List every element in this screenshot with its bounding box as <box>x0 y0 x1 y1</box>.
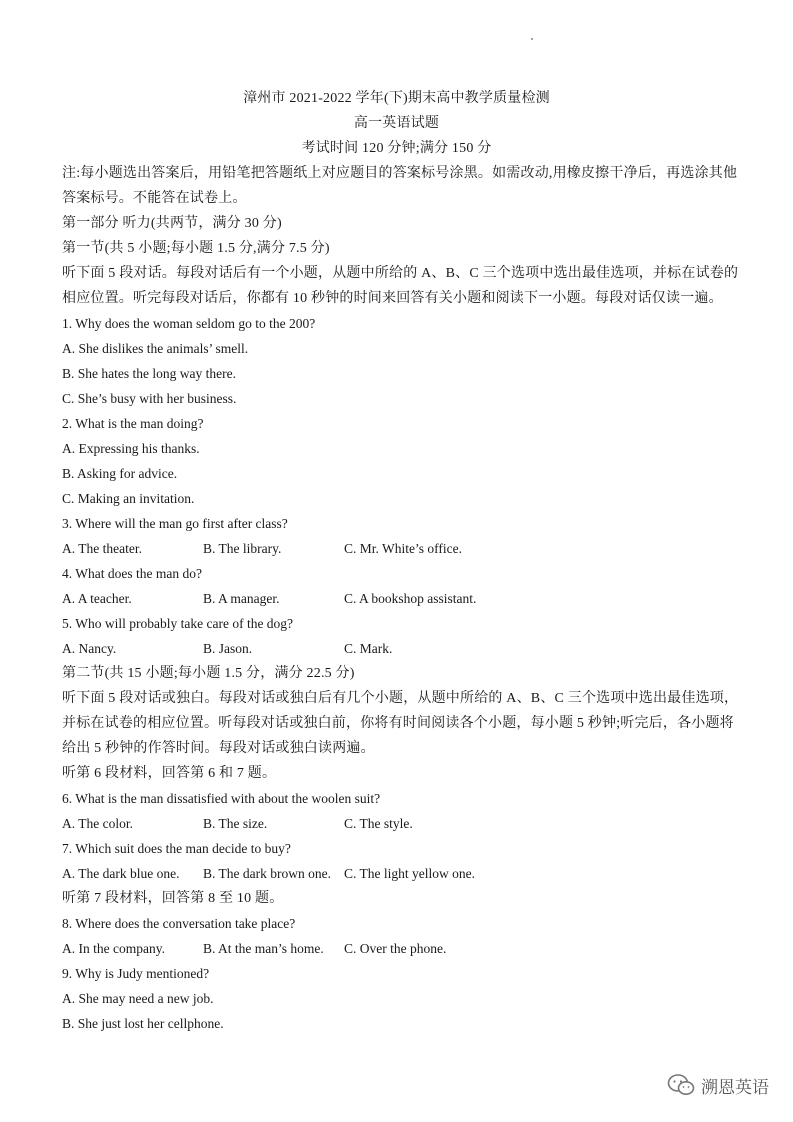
section2-instruction-2: 并标在试卷的相应位置。听每段对话或独白前，你将有时间阅读各个小题，每小题 5 秒钟;听完后，各小题将 <box>62 716 734 731</box>
q3-option-c: C. Mr. White’s office. <box>344 541 462 556</box>
watermark-text: 溯恩英语 <box>701 1077 769 1098</box>
section1-instruction-1: 听下面 5 段对话。每段对话后有一个小题，从题中所给的 A、B、C 三个选项中选出最佳选项，并标在试卷的 <box>62 266 739 281</box>
exam-info: 考试时间 120 分钟;满分 150 分 <box>301 141 492 156</box>
material-6-label: 听第 6 段材料，回答第 6 和 7 题。 <box>62 766 277 781</box>
q1-option-a: A. She dislikes the animals’ smell. <box>62 341 249 356</box>
q7-option-c: C. The light yellow one. <box>344 866 475 881</box>
q2-stem: 2. What is the man doing? <box>62 416 204 431</box>
material-7-label: 听第 7 段材料，回答第 8 至 10 题。 <box>62 891 284 906</box>
q6-option-b: B. The size. <box>203 816 268 831</box>
scan-dot <box>531 38 533 40</box>
section1-instruction-2: 相应位置。听完每段对话后，你都有 10 秒钟的时间来回答有关小题和阅读下一小题。每段对话仅读一遍。 <box>62 291 723 306</box>
q7-option-b: B. The dark brown one. <box>203 866 331 881</box>
exam-subtitle: 高一英语试题 <box>353 116 440 131</box>
q8-option-c: C. Over the phone. <box>344 941 447 956</box>
q5-option-b: B. Jason. <box>203 641 253 656</box>
q8-stem: 8. Where does the conversation take place? <box>62 916 296 931</box>
note-line-2: 答案标号。不能答在试卷上。 <box>62 191 247 206</box>
q6-option-a: A. The color. <box>62 816 133 831</box>
section1-title: 第一节(共 5 小题;每小题 1.5 分,满分 7.5 分) <box>62 241 330 256</box>
q3-stem: 3. Where will the man go first after class? <box>62 516 288 531</box>
q1-option-b: B. She hates the long way there. <box>62 366 236 381</box>
q7-option-a: A. The dark blue one. <box>62 866 180 881</box>
q8-option-a: A. In the company. <box>62 941 165 956</box>
part1-title: 第一部分 听力(共两节，满分 30 分) <box>62 216 282 231</box>
section2-instruction-1: 听下面 5 段对话或独白。每段对话或独白后有几个小题，从题中所给的 A、B、C 三个选项中选出最佳选项， <box>62 691 739 706</box>
watermark <box>667 1070 769 1100</box>
q2-option-c: C. Making an invitation. <box>62 491 195 506</box>
note-line-1: 注:每小题选出答案后，用铅笔把答题纸上对应题目的答案标号涂黑。如需改动,用橡皮擦干净后，再选涂其他 <box>62 166 738 181</box>
q6-option-c: C. The style. <box>344 816 413 831</box>
q8-option-b: B. At the man’s home. <box>203 941 324 956</box>
q1-option-c: C. She’s busy with her business. <box>62 391 237 406</box>
q7-stem: 7. Which suit does the man decide to buy? <box>62 841 291 856</box>
q2-option-a: A. Expressing his thanks. <box>62 441 200 456</box>
q4-option-a: A. A teacher. <box>62 591 132 606</box>
q5-stem: 5. Who will probably take care of the dog? <box>62 616 294 631</box>
q1-stem: 1. Why does the woman seldom go to the 200? <box>62 316 316 331</box>
section2-title: 第二节(共 15 小题;每小题 1.5 分，满分 22.5 分) <box>62 666 355 681</box>
q3-option-a: A. The theater. <box>62 541 142 556</box>
q4-option-c: C. A bookshop assistant. <box>344 591 477 606</box>
q9-option-b: B. She just lost her cellphone. <box>62 1016 224 1031</box>
q9-option-a: A. She may need a new job. <box>62 991 214 1006</box>
q3-option-b: B. The library. <box>203 541 282 556</box>
q4-stem: 4. What does the man do? <box>62 566 202 581</box>
section2-instruction-3: 给出 5 秒钟的作答时间。每段对话或独白读两遍。 <box>62 741 375 756</box>
q6-stem: 6. What is the man dissatisfied with about the woolen suit? <box>62 791 381 806</box>
exam-title: 漳州市 2021-2022 学年(下)期末高中教学质量检测 <box>243 91 550 106</box>
q4-option-b: B. A manager. <box>203 591 280 606</box>
q5-option-a: A. Nancy. <box>62 641 117 656</box>
q9-stem: 9. Why is Judy mentioned? <box>62 966 210 981</box>
q5-option-c: C. Mark. <box>344 641 393 656</box>
q2-option-b: B. Asking for advice. <box>62 466 178 481</box>
wechat-icon <box>667 1073 695 1097</box>
